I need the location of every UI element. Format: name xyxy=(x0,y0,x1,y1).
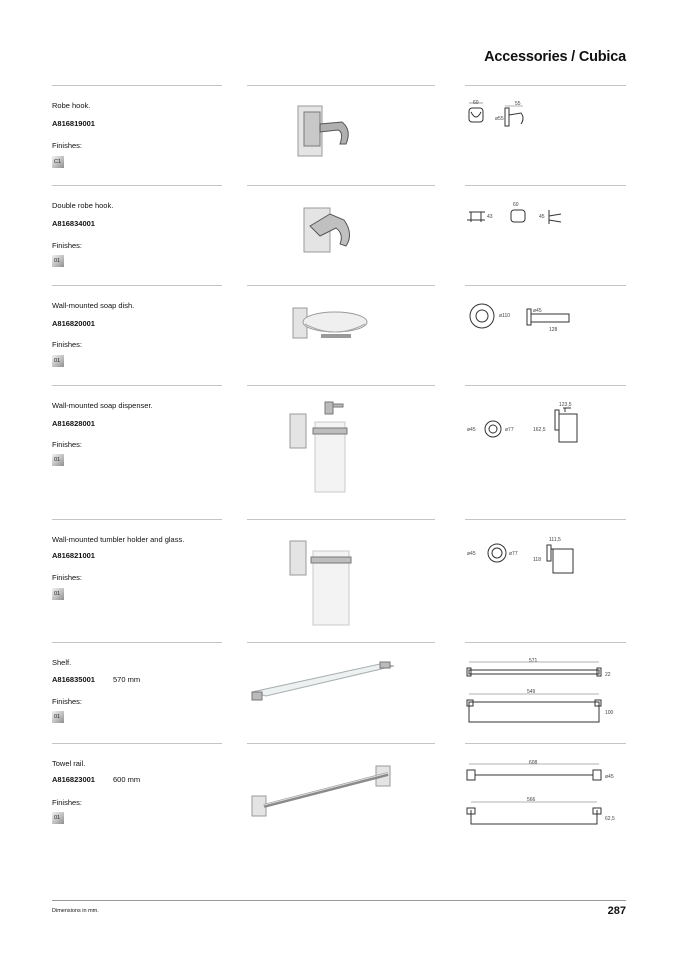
shelf-photo xyxy=(248,656,398,706)
dimension-label: ø55 xyxy=(495,116,504,122)
divider xyxy=(52,185,222,186)
divider xyxy=(52,285,222,286)
footer-divider xyxy=(52,900,626,901)
dimension-label: ø45 xyxy=(467,427,476,433)
robe-hook-drawing xyxy=(465,98,565,138)
dimension-label: 118 xyxy=(533,557,541,563)
soap-dispenser-drawing xyxy=(465,400,585,450)
product-code: A816819001 xyxy=(52,119,95,128)
divider xyxy=(465,285,626,286)
divider xyxy=(465,385,626,386)
soap-dispenser-photo xyxy=(285,400,385,500)
dimension-label: 60 xyxy=(473,100,479,106)
product-code: A816820001 xyxy=(52,319,95,328)
dimension-label: ø45 xyxy=(533,308,542,314)
dimension-label: ø110 xyxy=(499,313,511,319)
product-description: Towel rail. xyxy=(52,759,86,768)
finishes-label: Finishes: xyxy=(52,340,83,349)
product-description: Shelf. xyxy=(52,658,72,667)
divider xyxy=(247,519,435,520)
dimension-label: 100 xyxy=(605,710,614,716)
tumbler-holder-photo xyxy=(285,535,385,630)
dimension-label: ø77 xyxy=(505,427,514,433)
dimension-label: 566 xyxy=(527,797,536,803)
divider xyxy=(247,85,435,86)
tumbler-holder-drawing xyxy=(465,535,585,580)
finish-swatch: 01 xyxy=(52,454,64,466)
dimension-label: 608 xyxy=(529,760,538,766)
dimension-label: ø45 xyxy=(605,774,614,780)
finishes-label: Finishes: xyxy=(52,141,83,150)
divider xyxy=(465,85,626,86)
divider xyxy=(247,285,435,286)
product-description: Wall-mounted tumbler holder and glass. xyxy=(52,535,185,544)
dimension-label: 55 xyxy=(515,101,521,107)
divider xyxy=(247,642,435,643)
divider xyxy=(247,743,435,744)
product-size: 600 mm xyxy=(113,775,141,784)
shelf-drawing xyxy=(465,656,625,726)
product-code: A816834001 xyxy=(52,219,95,228)
finishes-label: Finishes: xyxy=(52,440,83,449)
dimension-label: 111,5 xyxy=(549,537,561,543)
product-description: Robe hook. xyxy=(52,101,91,110)
dimension-label: 22 xyxy=(605,672,611,678)
soap-dish-drawing xyxy=(465,300,585,335)
product-code: A816823001 xyxy=(52,775,95,784)
dimension-label: 549 xyxy=(527,689,536,695)
dimension-label: 62,5 xyxy=(605,816,615,822)
finish-swatch: 01 xyxy=(52,711,64,723)
product-description: Double robe hook. xyxy=(52,201,114,210)
finish-swatch: 01 xyxy=(52,255,64,267)
dimension-label: 162,5 xyxy=(533,427,546,433)
finish-swatch: 01 xyxy=(52,588,64,600)
dimension-label: ø77 xyxy=(509,551,518,557)
divider xyxy=(465,642,626,643)
finishes-label: Finishes: xyxy=(52,241,83,250)
dimension-label: 571 xyxy=(529,658,538,664)
dimension-label: 45 xyxy=(539,214,545,220)
finish-swatch: C1 xyxy=(52,156,64,168)
robe-hook-photo xyxy=(290,100,400,160)
divider xyxy=(465,743,626,744)
divider xyxy=(52,385,222,386)
product-description: Wall-mounted soap dish. xyxy=(52,301,135,310)
towel-rail-photo xyxy=(248,758,398,828)
product-description: Wall-mounted soap dispenser. xyxy=(52,401,153,410)
divider xyxy=(465,185,626,186)
finish-swatch: 01 xyxy=(52,812,64,824)
page-number: 287 xyxy=(607,905,626,917)
double-robe-hook-drawing xyxy=(465,200,575,235)
finishes-label: Finishes: xyxy=(52,573,83,582)
divider xyxy=(52,642,222,643)
divider xyxy=(465,519,626,520)
footer-note: Dimensions in mm. xyxy=(52,908,99,914)
divider xyxy=(52,743,222,744)
finishes-label: Finishes: xyxy=(52,798,83,807)
finish-swatch: 01 xyxy=(52,355,64,367)
finishes-label: Finishes: xyxy=(52,697,83,706)
towel-rail-drawing xyxy=(465,758,625,830)
page-title: Accessories / Cubica xyxy=(484,49,626,65)
dimension-label: 128 xyxy=(549,327,558,333)
dimension-label: ø45 xyxy=(467,551,476,557)
product-code: A816828001 xyxy=(52,419,95,428)
product-code: A816821001 xyxy=(52,551,95,560)
dimension-label: 43 xyxy=(487,214,493,220)
double-robe-hook-photo xyxy=(290,200,400,260)
divider xyxy=(247,185,435,186)
dimension-label: 60 xyxy=(513,202,519,208)
product-size: 570 mm xyxy=(113,675,141,684)
divider xyxy=(52,519,222,520)
product-code: A816835001 xyxy=(52,675,95,684)
soap-dish-photo xyxy=(285,300,405,350)
divider xyxy=(52,85,222,86)
divider xyxy=(247,385,435,386)
dimension-label: 123,5 xyxy=(559,402,572,408)
